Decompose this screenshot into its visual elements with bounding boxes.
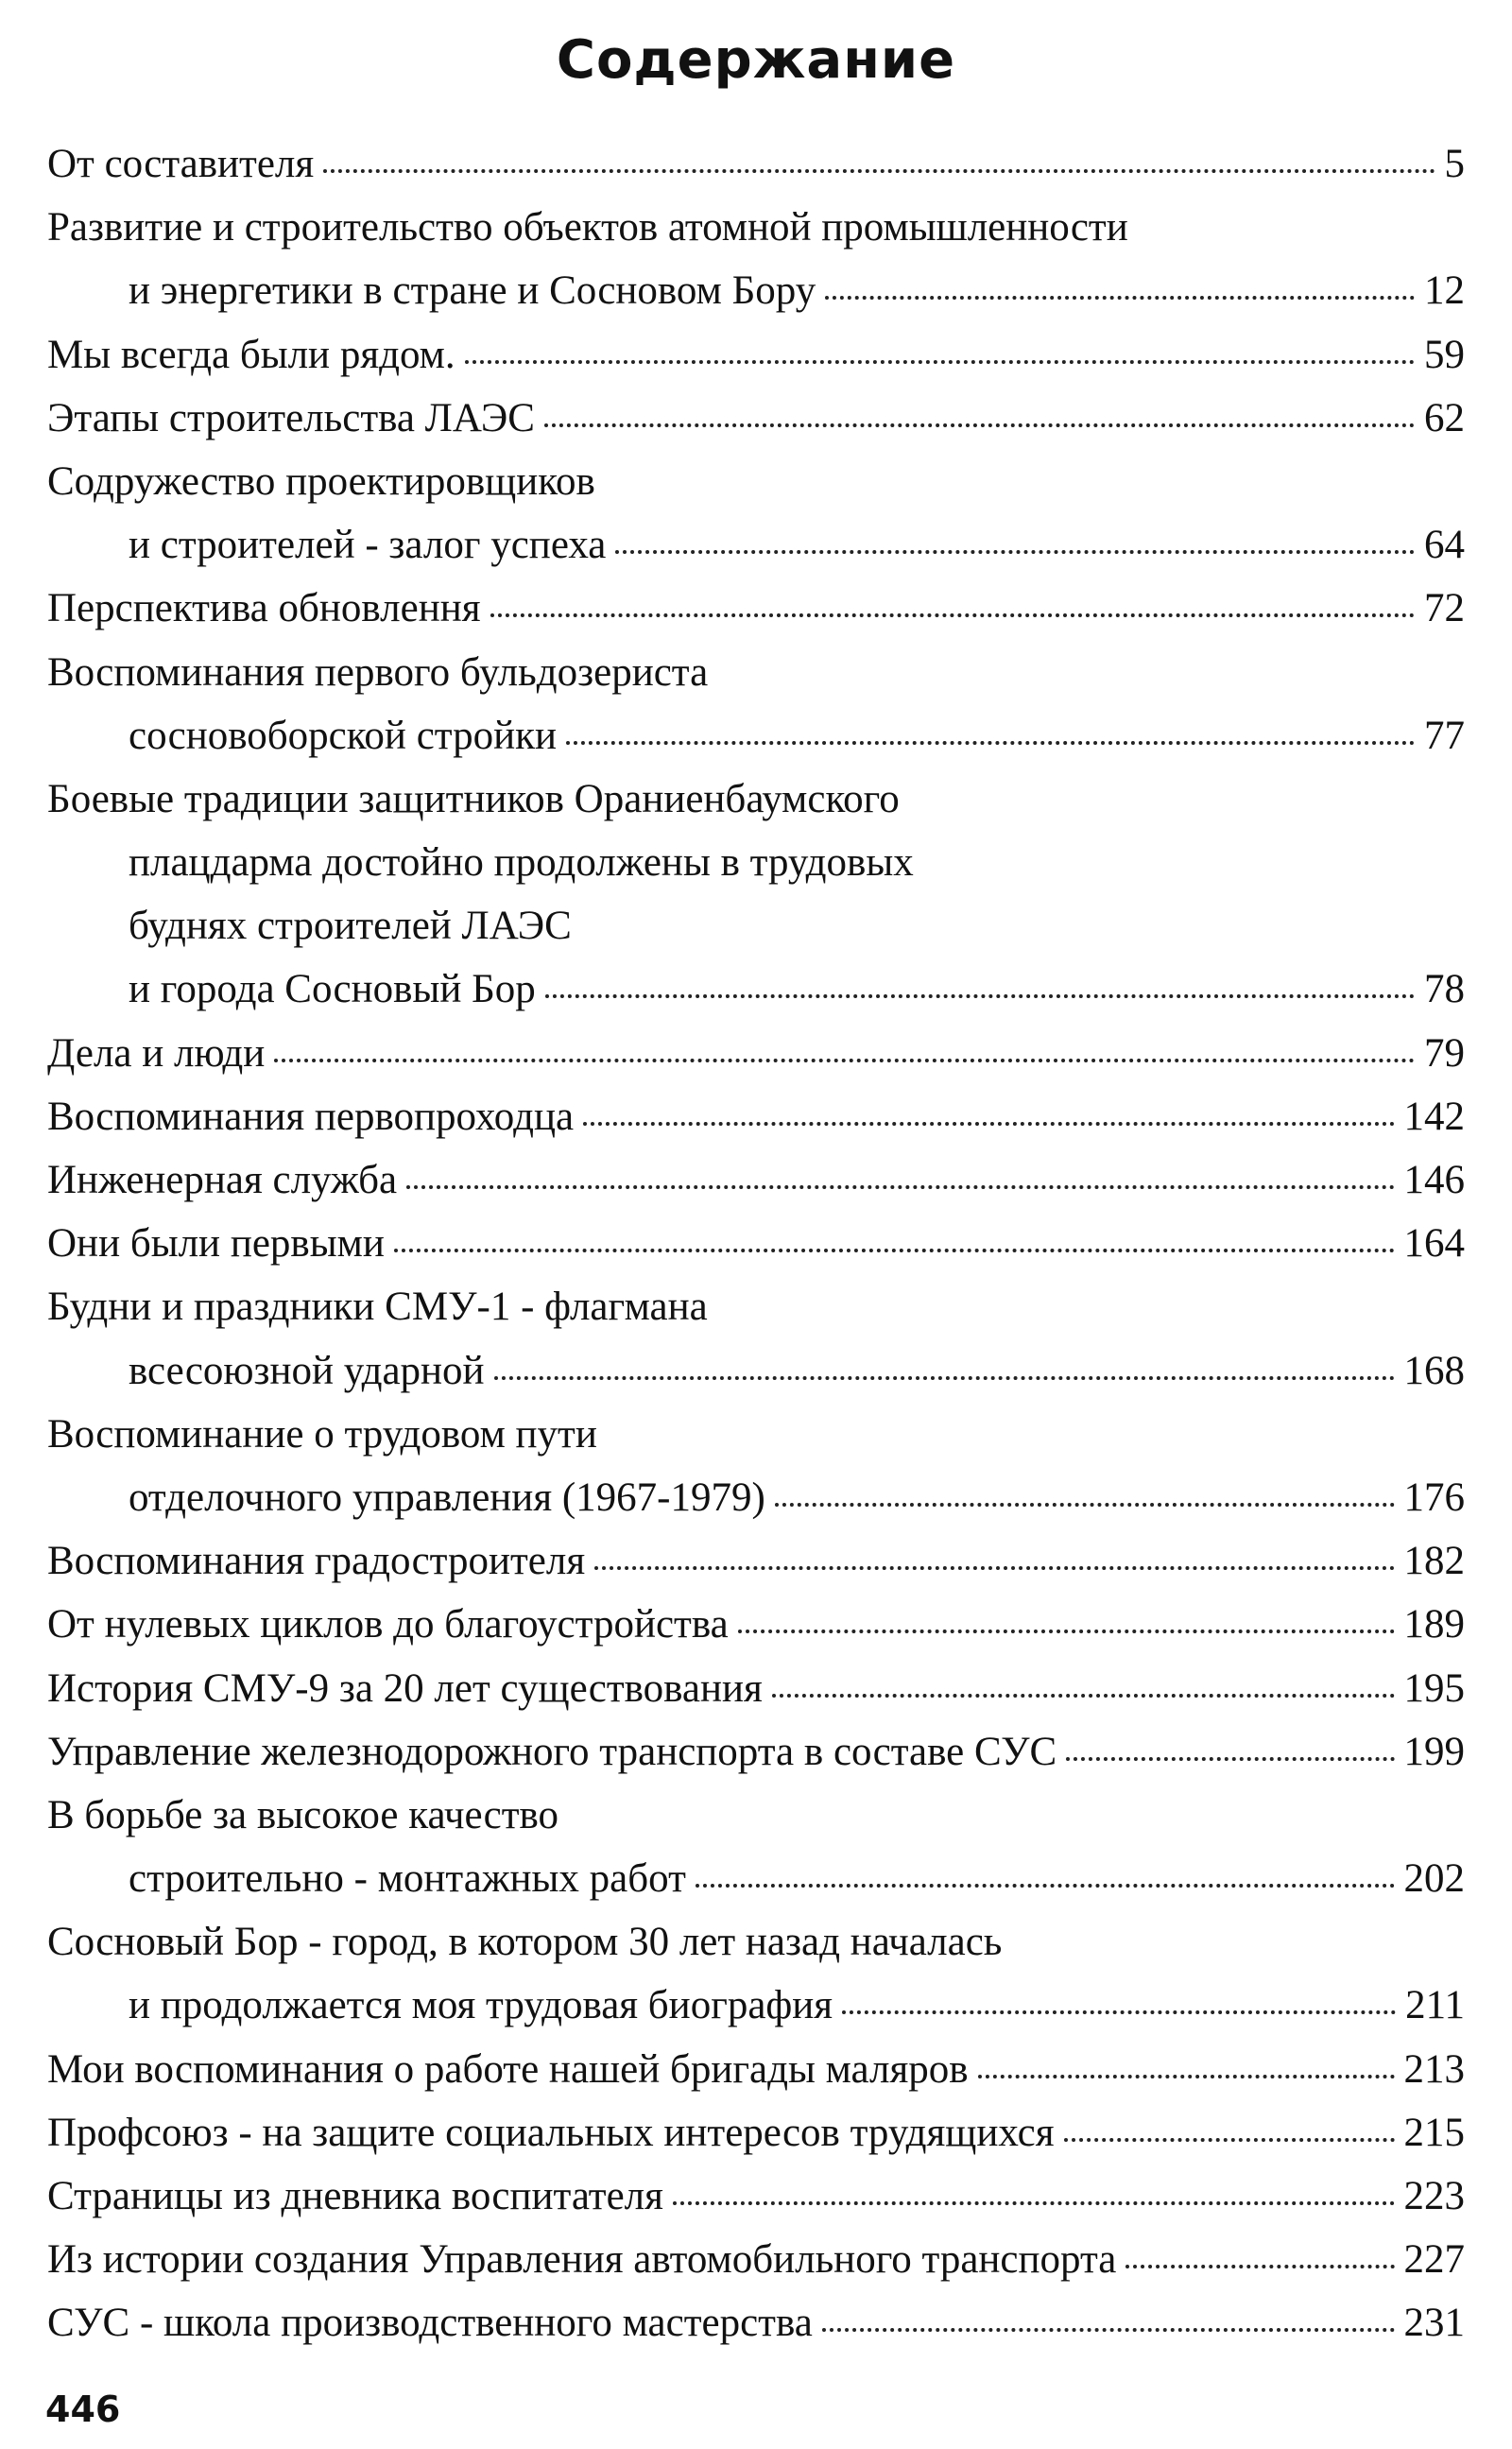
toc-entry-title: Содружество проектировщиков bbox=[47, 458, 595, 504]
toc-entry-title: Воспоминания градостроителя bbox=[47, 1539, 586, 1584]
toc-entry-page: 5 bbox=[1444, 142, 1465, 186]
dot-leader bbox=[842, 2010, 1396, 2014]
toc-entry-line bbox=[47, 641, 1465, 704]
toc-entry-line bbox=[47, 387, 1465, 450]
dot-leader bbox=[544, 423, 1415, 427]
toc-entry-line bbox=[47, 259, 1465, 322]
toc-entry bbox=[47, 1593, 1465, 1656]
toc-entry bbox=[47, 2291, 1465, 2354]
toc-entry-page: 77 bbox=[1424, 713, 1465, 758]
toc-entry-page: 211 bbox=[1405, 1983, 1465, 2028]
dot-leader bbox=[775, 1503, 1395, 1507]
toc-entry-title: Они были первыми bbox=[47, 1221, 385, 1267]
dot-leader bbox=[274, 1059, 1415, 1062]
dot-leader bbox=[406, 1185, 1394, 1189]
toc-entry-line bbox=[47, 1910, 1465, 1974]
toc-entry bbox=[47, 1275, 1465, 1402]
page-title: Содержание bbox=[556, 29, 956, 91]
toc-entry-line bbox=[47, 323, 1465, 387]
toc-entry-page: 215 bbox=[1403, 2110, 1465, 2155]
dot-leader bbox=[1064, 2138, 1395, 2142]
toc-entry-page: 182 bbox=[1403, 1539, 1465, 1584]
table-of-contents bbox=[47, 132, 1465, 2355]
toc-entry-title: Мои воспоминания о работе нашей бригады маляров bbox=[47, 2046, 969, 2092]
toc-entry bbox=[47, 767, 1465, 1022]
toc-entry-page: 227 bbox=[1403, 2237, 1465, 2283]
toc-entry bbox=[47, 1403, 1465, 1529]
toc-entry-page: 62 bbox=[1424, 395, 1465, 440]
toc-entry-line bbox=[47, 1720, 1465, 1784]
dot-leader bbox=[822, 2328, 1395, 2332]
dot-leader bbox=[490, 613, 1416, 617]
toc-entry-title: Перспектива обновлення bbox=[47, 586, 481, 631]
toc-entry-page: 142 bbox=[1403, 1094, 1465, 1139]
toc-entry-line bbox=[47, 767, 1465, 831]
toc-entry-line bbox=[47, 450, 1465, 513]
dot-leader bbox=[673, 2201, 1395, 2205]
toc-entry-title: Инженерная служба bbox=[47, 1158, 398, 1202]
toc-entry-line bbox=[47, 1847, 1465, 1910]
toc-entry-title: отделочного управления (1967-1979) bbox=[129, 1475, 765, 1520]
toc-entry bbox=[47, 2038, 1465, 2101]
toc-entry bbox=[47, 1529, 1465, 1593]
toc-entry bbox=[47, 323, 1465, 387]
toc-entry-title: Воспоминания первого бульдозериста bbox=[47, 649, 709, 695]
toc-entry-title: Дела и люди bbox=[47, 1030, 266, 1076]
dot-leader bbox=[696, 1884, 1395, 1888]
toc-entry-title: строительно - монтажных работ bbox=[129, 1856, 686, 1902]
toc-entry bbox=[47, 1085, 1465, 1148]
toc-entry bbox=[47, 1657, 1465, 1720]
toc-entry-page: 64 bbox=[1424, 523, 1465, 568]
toc-entry bbox=[47, 132, 1465, 196]
toc-entry bbox=[47, 387, 1465, 450]
toc-entry-title: Боевые традиции защитников Ораниенбаумского bbox=[47, 776, 900, 821]
toc-entry-title: В борьбе за высокое качество bbox=[47, 1792, 559, 1837]
toc-entry-title: СУС - школа производственного мастерства bbox=[47, 2301, 813, 2346]
toc-entry bbox=[47, 1022, 1465, 1085]
dot-leader bbox=[772, 1694, 1395, 1698]
dot-leader bbox=[465, 360, 1415, 364]
toc-entry bbox=[47, 196, 1465, 322]
toc-entry-title: От составителя bbox=[47, 142, 315, 186]
toc-entry bbox=[47, 2164, 1465, 2228]
toc-entry-title: Страницы из дневника воспитателя bbox=[47, 2174, 663, 2218]
toc-entry bbox=[47, 1148, 1465, 1212]
toc-entry-page: 231 bbox=[1403, 2301, 1465, 2346]
toc-entry-title: сосновоборской стройки bbox=[129, 713, 558, 758]
toc-entry-title: Сосновый Бор - город, в котором 30 лет назад началась bbox=[47, 1920, 1003, 1965]
toc-entry-page: 223 bbox=[1403, 2174, 1465, 2218]
toc-entry-title: От нулевых циклов до благоустройства bbox=[47, 1602, 729, 1647]
toc-entry-title: Мы всегда были рядом. bbox=[47, 332, 455, 377]
toc-entry-page: 189 bbox=[1403, 1602, 1465, 1647]
toc-entry-title: всесоюзной ударной bbox=[129, 1348, 485, 1393]
toc-entry-line bbox=[47, 1974, 1465, 2037]
dot-leader bbox=[323, 169, 1435, 173]
toc-entry-line bbox=[47, 704, 1465, 767]
toc-entry-line bbox=[47, 2291, 1465, 2354]
toc-entry bbox=[47, 1212, 1465, 1275]
toc-entry-title: Этапы строительства ЛАЭС bbox=[47, 395, 535, 440]
toc-entry-line bbox=[47, 1466, 1465, 1529]
toc-entry-line bbox=[47, 1148, 1465, 1212]
dot-leader bbox=[583, 1122, 1394, 1126]
toc-entry bbox=[47, 1784, 1465, 1910]
toc-entry-title: Профсоюз - на защите социальных интересов трудящихся bbox=[47, 2110, 1055, 2155]
toc-entry-page: 202 bbox=[1403, 1856, 1465, 1902]
toc-entry-line bbox=[47, 132, 1465, 196]
dot-leader bbox=[738, 1630, 1395, 1633]
toc-entry-title: Воспоминания первопроходца bbox=[47, 1094, 575, 1139]
toc-entry-line bbox=[47, 831, 1465, 894]
toc-entry bbox=[47, 1910, 1465, 2037]
toc-entry-page: 176 bbox=[1403, 1475, 1465, 1520]
dot-leader bbox=[978, 2075, 1395, 2078]
dot-leader bbox=[545, 994, 1415, 998]
toc-entry-title: и города Сосновый Бор bbox=[129, 967, 536, 1012]
toc-entry-line bbox=[47, 1275, 1465, 1338]
toc-entry-line bbox=[47, 1657, 1465, 1720]
toc-entry-line bbox=[47, 196, 1465, 259]
page-number: 446 bbox=[45, 2389, 121, 2430]
dot-leader bbox=[566, 741, 1415, 745]
toc-entry-line bbox=[47, 1085, 1465, 1148]
toc-entry-title: Будни и праздники СМУ-1 - флагмана bbox=[47, 1285, 708, 1330]
toc-entry-line bbox=[47, 513, 1465, 577]
toc-entry-page: 59 bbox=[1424, 332, 1465, 377]
toc-entry-title: Воспоминание о трудовом пути bbox=[47, 1411, 597, 1457]
toc-entry-title: Развитие и строительство объектов атомной промышленности bbox=[47, 205, 1128, 250]
toc-entry bbox=[47, 2101, 1465, 2164]
toc-entry-page: 79 bbox=[1424, 1030, 1465, 1076]
toc-entry-title: Управление железнодорожного транспорта в составе СУС bbox=[47, 1729, 1057, 1774]
toc-entry-page: 168 bbox=[1403, 1348, 1465, 1393]
toc-entry-page: 164 bbox=[1403, 1221, 1465, 1267]
toc-entry-line bbox=[47, 2164, 1465, 2228]
toc-entry-line bbox=[47, 1212, 1465, 1275]
toc-entry-page: 195 bbox=[1403, 1665, 1465, 1711]
toc-entry bbox=[47, 577, 1465, 640]
toc-entry-title: Из истории создания Управления автомобильного транспорта bbox=[47, 2237, 1117, 2283]
toc-entry-line bbox=[47, 957, 1465, 1021]
toc-entry bbox=[47, 1720, 1465, 1784]
toc-entry-page: 213 bbox=[1403, 2046, 1465, 2092]
toc-entry-line bbox=[47, 2038, 1465, 2101]
toc-entry-line bbox=[47, 1529, 1465, 1593]
toc-entry bbox=[47, 450, 1465, 577]
toc-entry-page: 72 bbox=[1424, 586, 1465, 631]
toc-entry-title: и энергетики в стране и Сосновом Бору bbox=[129, 268, 816, 314]
toc-entry-title: плацдарма достойно продолжены в трудовых bbox=[129, 840, 914, 886]
dot-leader bbox=[494, 1376, 1395, 1380]
toc-entry-line bbox=[47, 577, 1465, 640]
toc-entry-line bbox=[47, 1403, 1465, 1466]
toc-entry-title: История СМУ-9 за 20 лет существования bbox=[47, 1665, 763, 1711]
toc-entry-title: и продолжается моя трудовая биография bbox=[129, 1983, 833, 2028]
toc-entry-line bbox=[47, 1339, 1465, 1403]
dot-leader bbox=[394, 1249, 1395, 1252]
toc-entry bbox=[47, 2228, 1465, 2291]
toc-entry-page: 146 bbox=[1403, 1158, 1465, 1202]
toc-entry-title: и строителей - залог успеха bbox=[129, 523, 607, 568]
dot-leader bbox=[825, 296, 1415, 300]
toc-entry-line bbox=[47, 894, 1465, 957]
toc-entry bbox=[47, 641, 1465, 767]
toc-entry-page: 12 bbox=[1424, 268, 1465, 314]
toc-entry-line bbox=[47, 1593, 1465, 1656]
dot-leader bbox=[1125, 2265, 1394, 2268]
toc-entry-line bbox=[47, 1022, 1465, 1085]
dot-leader bbox=[1066, 1757, 1394, 1761]
toc-entry-line bbox=[47, 2101, 1465, 2164]
toc-entry-title: буднях строителей ЛАЭС bbox=[129, 904, 572, 949]
toc-entry-page: 78 bbox=[1424, 967, 1465, 1012]
dot-leader bbox=[615, 550, 1415, 554]
toc-entry-page: 199 bbox=[1403, 1729, 1465, 1774]
toc-entry-line bbox=[47, 2228, 1465, 2291]
toc-entry-line bbox=[47, 1784, 1465, 1847]
dot-leader bbox=[594, 1566, 1394, 1570]
